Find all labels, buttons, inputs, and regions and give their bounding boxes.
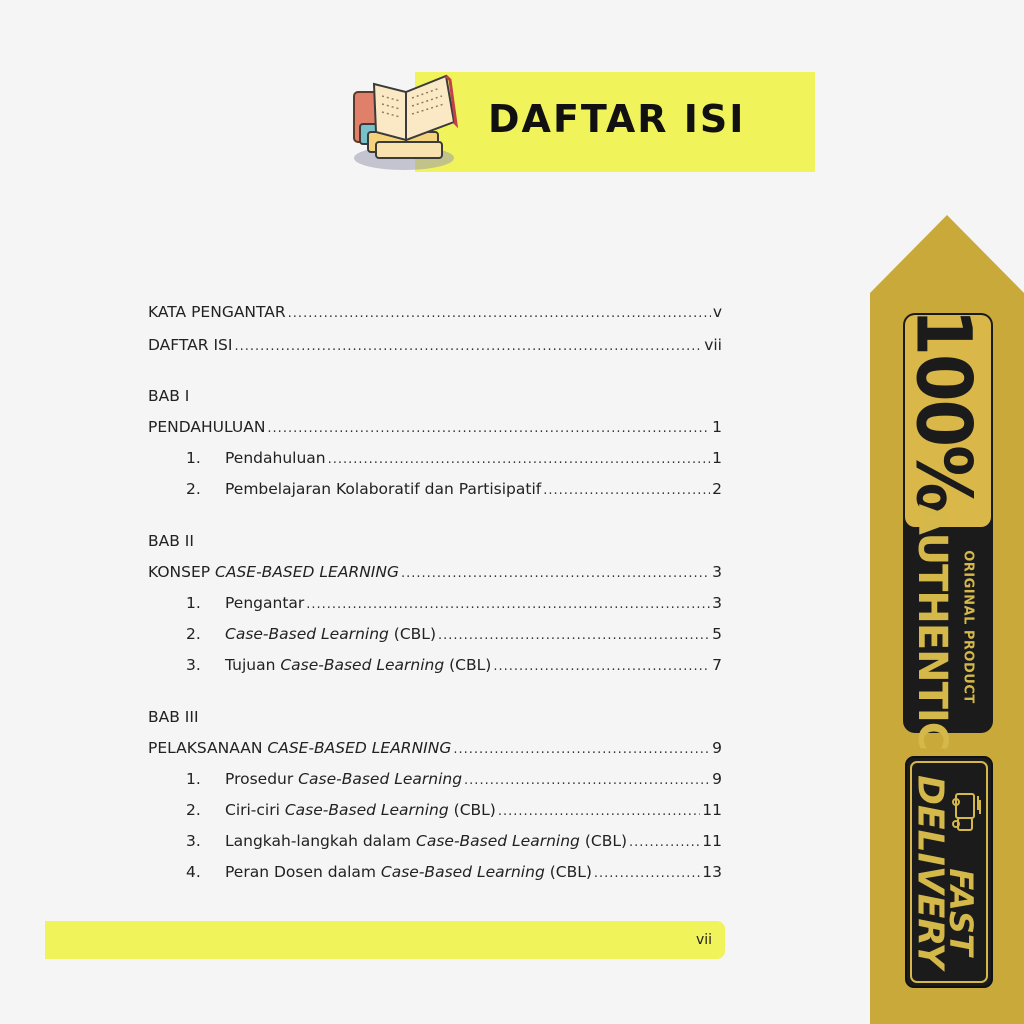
title-prefix: Langkah-langkah dalam [225,832,417,850]
toc-entry-number: 1. [186,594,201,612]
toc-entry-number: 2. [186,625,201,643]
toc-entry-number: 4. [186,863,201,881]
leader-dots [594,866,700,881]
leader-dots [543,483,710,498]
toc-entry-title [225,656,491,674]
title-italic: CASE-BASED LEARNING [267,739,452,757]
toc-entry-title: Pendahuluan [225,449,326,467]
title-prefix: PELAKSANAAN [148,739,268,757]
toc-page-number: 13 [702,863,722,881]
title-italic: Case-Based Learning [416,832,580,850]
toc-page-number: 2 [712,480,722,498]
leader-dots [438,628,710,643]
toc-entry-title [225,832,627,850]
title-prefix: KONSEP [148,563,216,581]
toc-page-number: 5 [712,625,722,643]
toc-page-number: 3 [712,594,722,612]
toc-entry-title: Pengantar [225,594,305,612]
toc-page-number: 1 [712,449,722,467]
toc-entry[interactable] [148,656,722,682]
leader-dots [267,421,710,436]
toc-page-number: 1 [712,418,722,436]
leader-dots [306,597,710,612]
delivery-truck-icon [950,790,982,838]
title-suffix: (CBL) [579,832,628,850]
toc-entry-number: 2. [186,801,201,819]
toc-entry-title [225,625,436,643]
toc-entry[interactable] [148,832,722,858]
toc-entry-title [148,563,399,581]
toc-chapter-title[interactable] [148,418,722,444]
toc-page-number: 9 [712,770,722,788]
title-prefix: Ciri-ciri [225,801,285,819]
toc-entry-title: KATA PENGANTAR [148,303,286,321]
toc-entry-number: 1. [186,449,201,467]
leader-dots [401,566,710,581]
toc-page-number: 11 [702,832,722,850]
footer-highlight-band [45,921,725,959]
title-italic: Case-Based Learning [284,801,449,819]
title-prefix: Peran Dosen dalam [225,863,381,881]
leader-dots [629,835,700,850]
chapter-label: BAB I [148,387,190,405]
title-suffix: (CBL) [444,656,492,674]
toc-entry-title: Pembelajaran Kolaboratif dan Partisipatif [225,480,542,498]
toc-entry-number: 1. [186,770,201,788]
toc-entry-title [225,863,592,881]
toc-entry[interactable] [148,801,722,827]
chapter-label: BAB III [148,708,199,726]
toc-page-number: 11 [702,801,722,819]
toc-entry[interactable] [148,480,722,506]
toc-entry[interactable] [148,625,722,651]
title-italic: Case-Based Learning [225,625,389,643]
toc-entry[interactable] [148,594,722,620]
badge-authentic: AUTHENTIC [909,503,955,751]
toc-entry[interactable] [148,449,722,475]
toc-entry-kata-pengantar[interactable] [148,303,722,329]
footer-page-number: vii [696,932,713,948]
toc-entry-number: 2. [186,480,201,498]
toc-entry-title: DAFTAR ISI [148,336,233,354]
toc-page-number: 7 [712,656,722,674]
badge-percent: 100% [899,308,989,512]
title-prefix: Tujuan [225,656,281,674]
title-suffix: (CBL) [448,801,496,819]
toc-page-number: 9 [712,739,722,757]
title-suffix: (CBL) [544,863,592,881]
title-italic: Case-Based Learning [380,863,545,881]
leader-dots [234,339,702,354]
badge-original-product: ORIGINAL PRODUCT [960,550,976,704]
leader-dots [288,306,711,321]
toc-entry-number: 3. [186,832,201,850]
toc-entry[interactable] [148,770,722,796]
toc-page-number: vii [704,336,722,354]
toc-entry-title [225,770,462,788]
title-prefix: Prosedur [225,770,299,788]
open-books-icon [346,62,466,174]
title-italic: Case-Based Learning [280,656,445,674]
page-title: DAFTAR ISI [488,97,746,141]
toc-entry-title: PENDAHULUAN [148,418,266,436]
toc-chapter-title[interactable] [148,563,722,589]
leader-dots [498,804,700,819]
leader-dots [493,659,710,674]
title-italic: Case-Based Learning [298,770,463,788]
toc-entry-title [225,801,496,819]
toc-chapter-title[interactable] [148,739,722,765]
toc-page-number: 3 [712,563,722,581]
chapter-label: BAB II [148,532,194,550]
toc-entry[interactable] [148,863,722,889]
toc-entry-number: 3. [186,656,201,674]
leader-dots [453,742,710,757]
toc-page-number: v [712,303,722,321]
leader-dots [328,452,711,467]
badge-delivery: DELIVERY [909,775,951,969]
badge-fast: FAST [942,868,980,956]
toc-entry-daftar-isi[interactable] [148,336,722,362]
toc-entry-title [148,739,451,757]
title-suffix: (CBL) [388,625,436,643]
leader-dots [464,773,710,788]
title-italic: CASE-BASED LEARNING [215,563,399,581]
